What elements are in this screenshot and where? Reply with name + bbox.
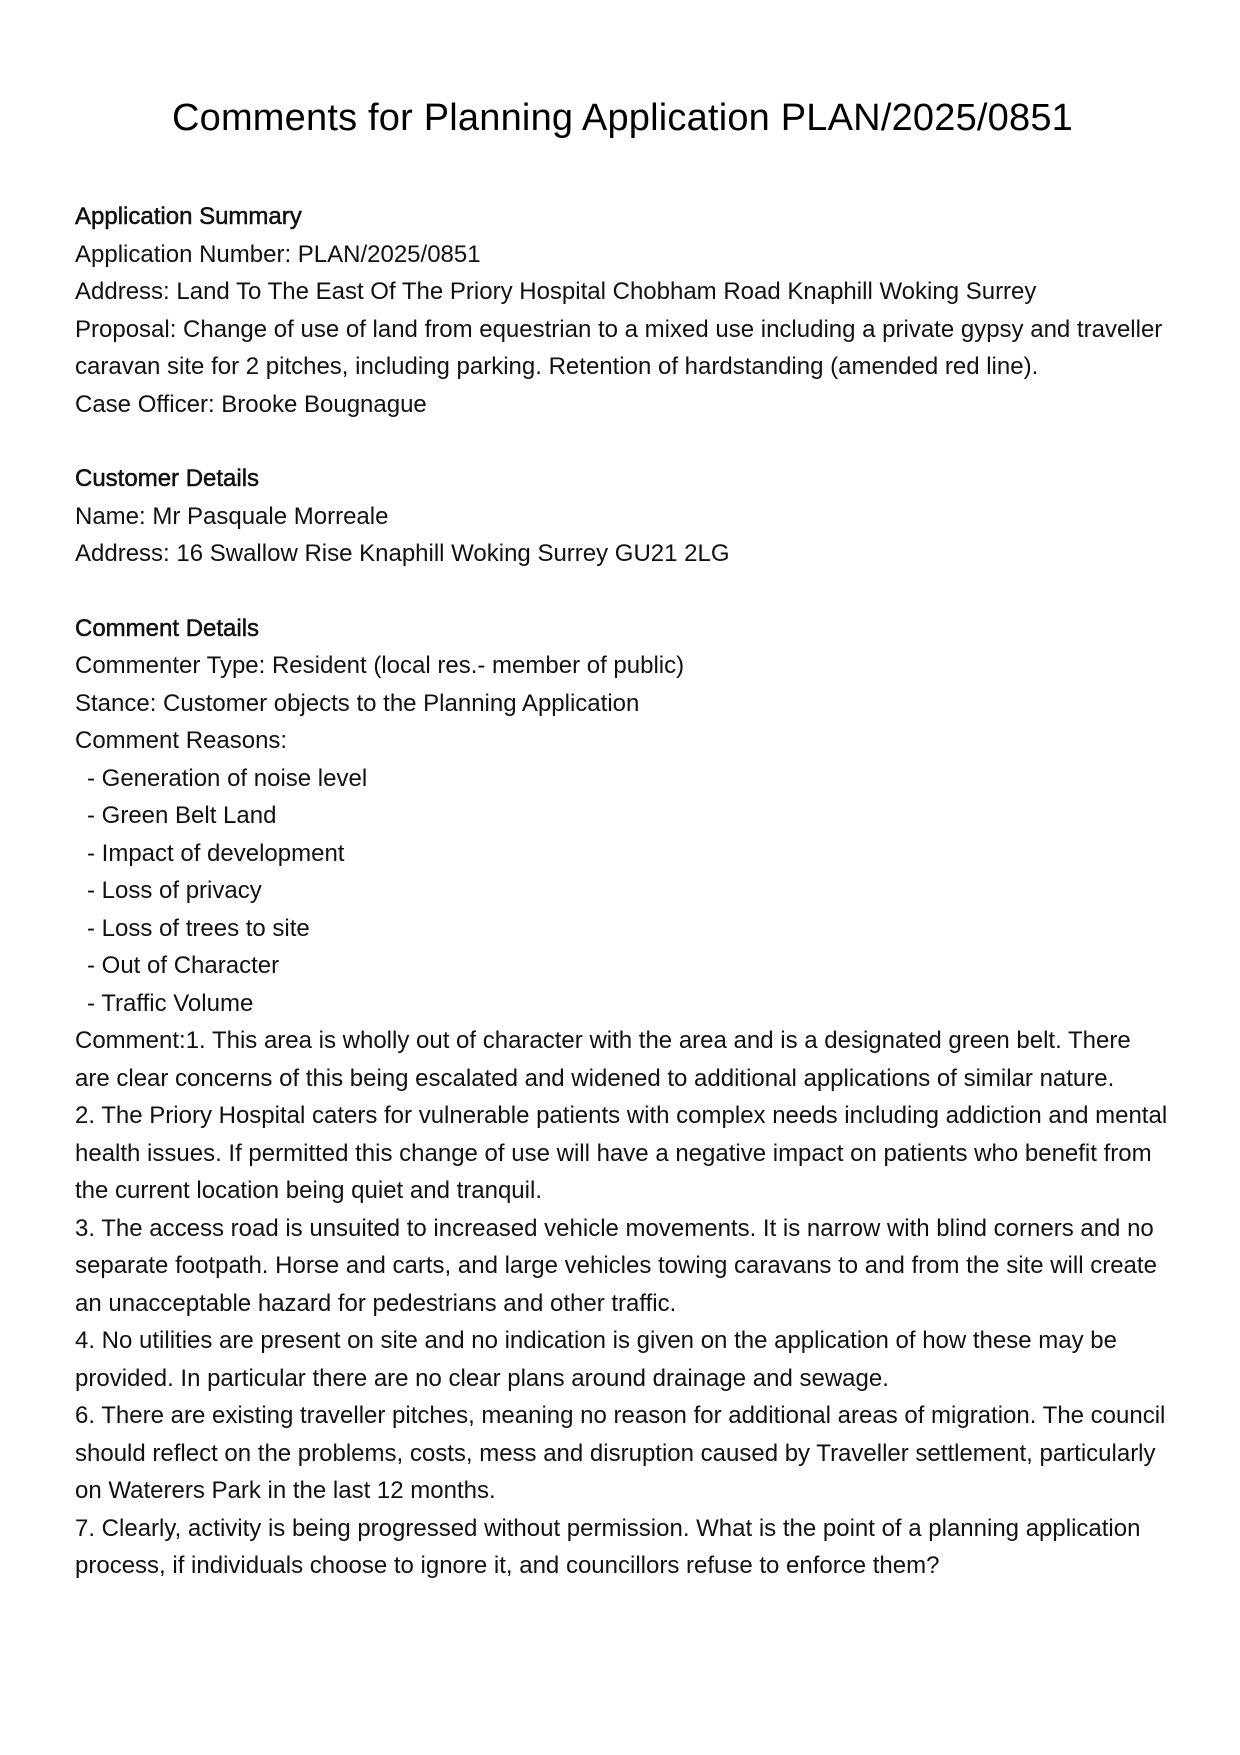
- comment-details-section: [75, 610, 1170, 1585]
- list-item: - Loss of privacy: [87, 877, 262, 904]
- commenter-type: Commenter Type: Resident (local res.- member of public): [75, 652, 685, 679]
- comment-details-heading: Comment Details: [75, 614, 260, 642]
- page-title: Comments for Planning Application PLAN/2025/0851: [171, 97, 1074, 139]
- comment-reasons-label: Comment Reasons:: [75, 727, 288, 754]
- list-item: - Traffic Volume: [87, 989, 254, 1017]
- application-number: Application Number: PLAN/2025/0851: [75, 240, 481, 268]
- case-officer: Case Officer: Brooke Bougnague: [75, 390, 427, 418]
- comment-paragraph: Comment:1. This area is wholly out of character with the area and is a designated green belt. There are clear concerns of this being escalated and widened to additional applications of similar nature.: [75, 1027, 1131, 1092]
- list-item: - Generation of noise level: [87, 764, 368, 792]
- customer-name: Name: Mr Pasquale Morreale: [75, 502, 389, 530]
- comment-reasons-list: [75, 760, 1170, 1023]
- application-address: Address: Land To The East Of The Priory Hospital Chobham Road Knaphill Woking Surrey: [75, 278, 1037, 305]
- comment-paragraph: 6. There are existing traveller pitches, meaning no reason for additional areas of migration. The council should reflect on the problems, costs, mess and disruption caused by Traveller settlement, particularly on Waterers Park in the last 12 months.: [75, 1402, 1166, 1504]
- list-item: - Loss of trees to site: [87, 914, 310, 942]
- list-item: - Impact of development: [87, 839, 345, 867]
- application-summary-heading: Application Summary: [75, 203, 302, 230]
- customer-details-section: [75, 460, 1170, 573]
- customer-details-heading: Customer Details: [75, 465, 260, 492]
- stance: Stance: Customer objects to the Planning Application: [75, 689, 640, 717]
- comment-paragraph: 4. No utilities are present on site and no indication is given on the application of how these may be provided. In particular there are no clear plans around drainage and sewage.: [75, 1327, 1117, 1392]
- application-summary-section: [75, 198, 1170, 423]
- comment-paragraph: 2. The Priory Hospital caters for vulnerable patients with complex needs including addiction and mental health issues. If permitted this change of use will have a negative impact on patients who benefit from the current location being quiet and tranquil.: [75, 1102, 1168, 1204]
- comment-text: [75, 1022, 1170, 1585]
- list-item: - Out of Character: [87, 952, 280, 979]
- comment-paragraph: 7. Clearly, activity is being progressed without permission. What is the point of a planning application process, if individuals choose to ignore it, and councillors refuse to enforce them?: [75, 1514, 1141, 1579]
- list-item: - Green Belt Land: [87, 802, 277, 829]
- application-proposal: Proposal: Change of use of land from equestrian to a mixed use including a private gypsy and traveller caravan site for 2 pitches, including parking. Retention of hardstanding (amended red line).: [75, 315, 1163, 380]
- customer-address: Address: 16 Swallow Rise Knaphill Woking Surrey GU21 2LG: [75, 540, 730, 567]
- comment-paragraph: 3. The access road is unsuited to increased vehicle movements. It is narrow with blind corners and no separate footpath. Horse and carts, and large vehicles towing caravans to and from the site will create an unacceptable hazard for pedestrians and other traffic.: [75, 1214, 1157, 1317]
